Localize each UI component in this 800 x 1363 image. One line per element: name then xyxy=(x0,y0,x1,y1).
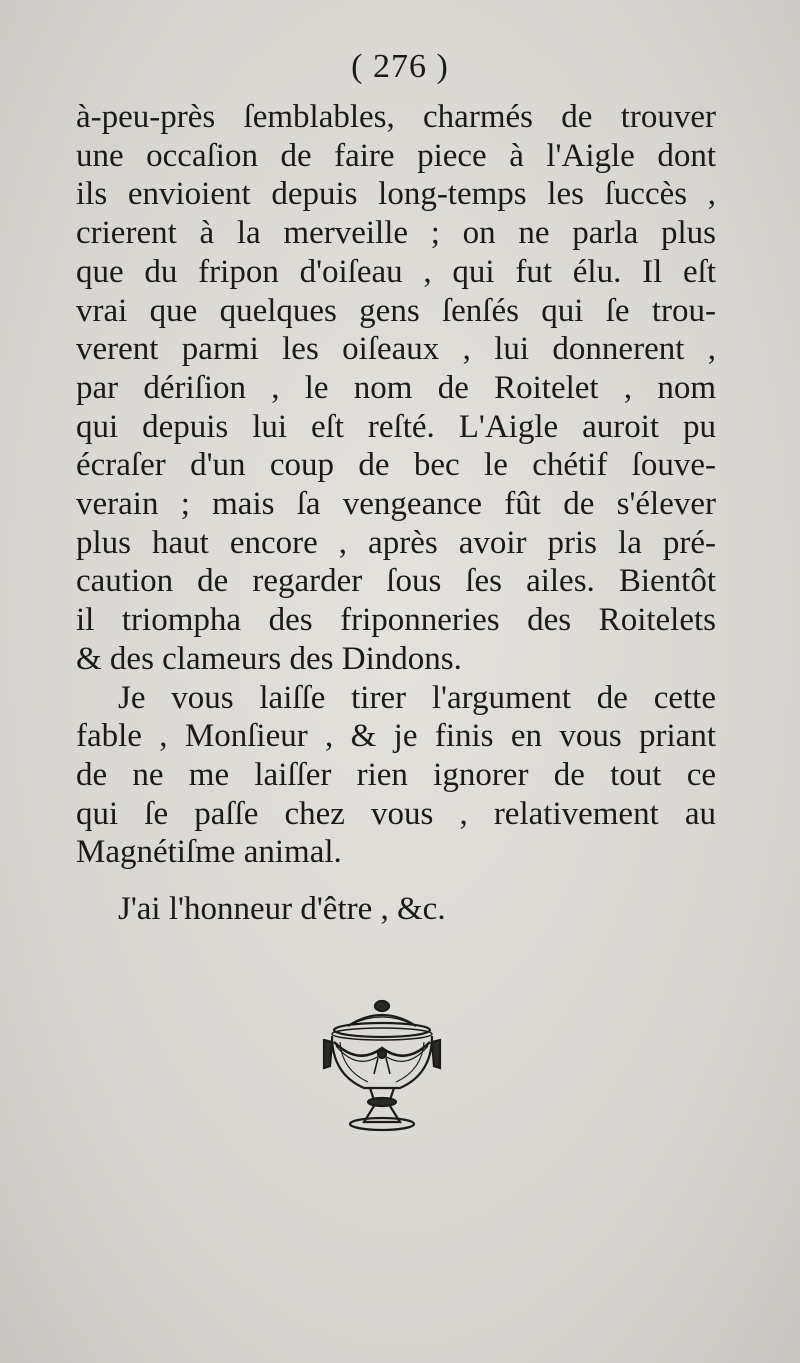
text-line: qui ſe paſſe chez vous , relativement au xyxy=(76,795,716,832)
text-line: qui depuis lui eſt reſté. L'Aigle auroit pu xyxy=(76,408,716,445)
paragraph xyxy=(76,98,716,679)
text-line: verent parmi les oiſeaux , lui donnerent , xyxy=(76,331,716,368)
text-line: verain ; mais ſa vengeance fût de s'élever xyxy=(76,486,716,523)
text-line: une occaſion de faire piece à l'Aigle dont xyxy=(76,137,716,174)
text-line: de ne me laiſſer rien ignorer de tout ce xyxy=(76,756,716,793)
text-line: à-peu-près ſemblables, charmés de trouver xyxy=(76,99,716,135)
text-line: & des clameurs des Dindons. xyxy=(76,640,462,677)
text-line: que du fripon d'oiſeau , qui fut élu. Il eſt xyxy=(76,253,716,290)
text-line: vrai que quelques gens ſenſés qui ſe trou- xyxy=(76,292,716,329)
urn-ornament-icon xyxy=(314,996,450,1136)
body-text xyxy=(76,98,716,929)
text-line: fable , Monſieur , & je finis en vous priant xyxy=(76,718,716,755)
text-line: il triompha des friponneries des Roitelets xyxy=(76,602,716,639)
text-line: plus haut encore , après avoir pris la pré- xyxy=(76,524,716,561)
text-line: crierent à la merveille ; on ne parla plus xyxy=(76,215,716,252)
text-line: Je vous laiſſe tirer l'argument de cette xyxy=(118,679,716,716)
text-line: par dériſion , le nom de Roitelet , nom xyxy=(76,369,716,406)
text-line: Magnétiſme animal. xyxy=(76,834,342,871)
paragraph xyxy=(76,679,716,873)
text-line: écraſer d'un coup de bec le chétif ſouve- xyxy=(76,447,716,484)
page-number: ( 276 ) xyxy=(351,48,449,85)
text-line: caution de regarder ſous ſes ailes. Bientôt xyxy=(76,563,716,600)
text-line: ils envioient depuis long-temps les ſuccès , xyxy=(76,176,716,213)
closing-line: J'ai l'honneur d'être , &c. xyxy=(118,891,446,928)
